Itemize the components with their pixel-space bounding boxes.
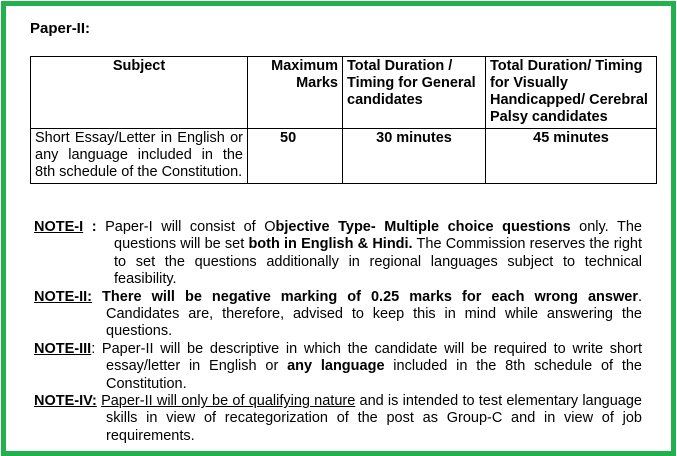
note-1-text-b: bjective Type- Multiple choice questions [275, 219, 571, 235]
note-1-sep: : [83, 219, 106, 235]
note-4 [34, 393, 642, 445]
header-duration-visual: Total Duration/ Timing for Visually Handicapped/ Cerebral Palsy candidates [486, 57, 657, 129]
paper-table [30, 56, 657, 184]
note-3-label: NOTE-III [34, 340, 92, 357]
table-header-row [31, 57, 657, 129]
note-1-text-d: both in English & Hindi. [248, 236, 413, 253]
note-2-label: NOTE-II: [34, 288, 92, 305]
cell-duration-visual: 45 minutes [486, 129, 657, 184]
note-3 [34, 341, 642, 393]
table-row [31, 129, 657, 184]
note-1-text-c: only. The questions will be set [114, 219, 642, 253]
note-2 [34, 289, 642, 341]
header-subject: Subject [31, 57, 248, 129]
header-duration-general: Total Duration / Timing for General candidates [343, 57, 486, 129]
note-3-text-a: : Paper-II will be descriptive in which the candidate will be required to write short essay/letter in English or [91, 340, 642, 375]
note-2-text-a: There will be negative marking of 0.25 marks for each wrong answer [92, 288, 638, 305]
note-3-text-c: included in the 8th schedule of the Constitution. [106, 358, 642, 392]
note-3-text-b: any language [287, 358, 385, 375]
note-1-label: NOTE-I [34, 219, 84, 235]
note-1-text-a: Paper-I will consist of O [105, 219, 276, 235]
notes-section [34, 219, 642, 445]
document-frame [1, 1, 676, 456]
header-max-marks: Maximum Marks [248, 57, 343, 129]
cell-max-marks: 50 [248, 129, 343, 184]
note-1 [34, 219, 642, 289]
note-4-text-b: and is intended to test elementary language skills in view of recategorization of the post as Group-C and in view of job requirements. [106, 393, 642, 444]
cell-subject: Short Essay/Letter in English or any language included in the 8th schedule of the Constitution. [31, 129, 248, 184]
note-2-text-b: . Candidates are, therefore, advised to keep this in mind while answering the questions. [106, 288, 642, 340]
cell-duration-general: 30 minutes [343, 129, 486, 184]
note-4-label: NOTE-IV: [34, 393, 97, 410]
note-1-text-e: The Commission reserves the right to set the questions additionally in regional languages subject to technical feasibility. [114, 236, 642, 288]
note-4-text-a: Paper-II will only be of qualifying nature [101, 393, 356, 410]
section-heading: Paper-II: [30, 20, 91, 37]
